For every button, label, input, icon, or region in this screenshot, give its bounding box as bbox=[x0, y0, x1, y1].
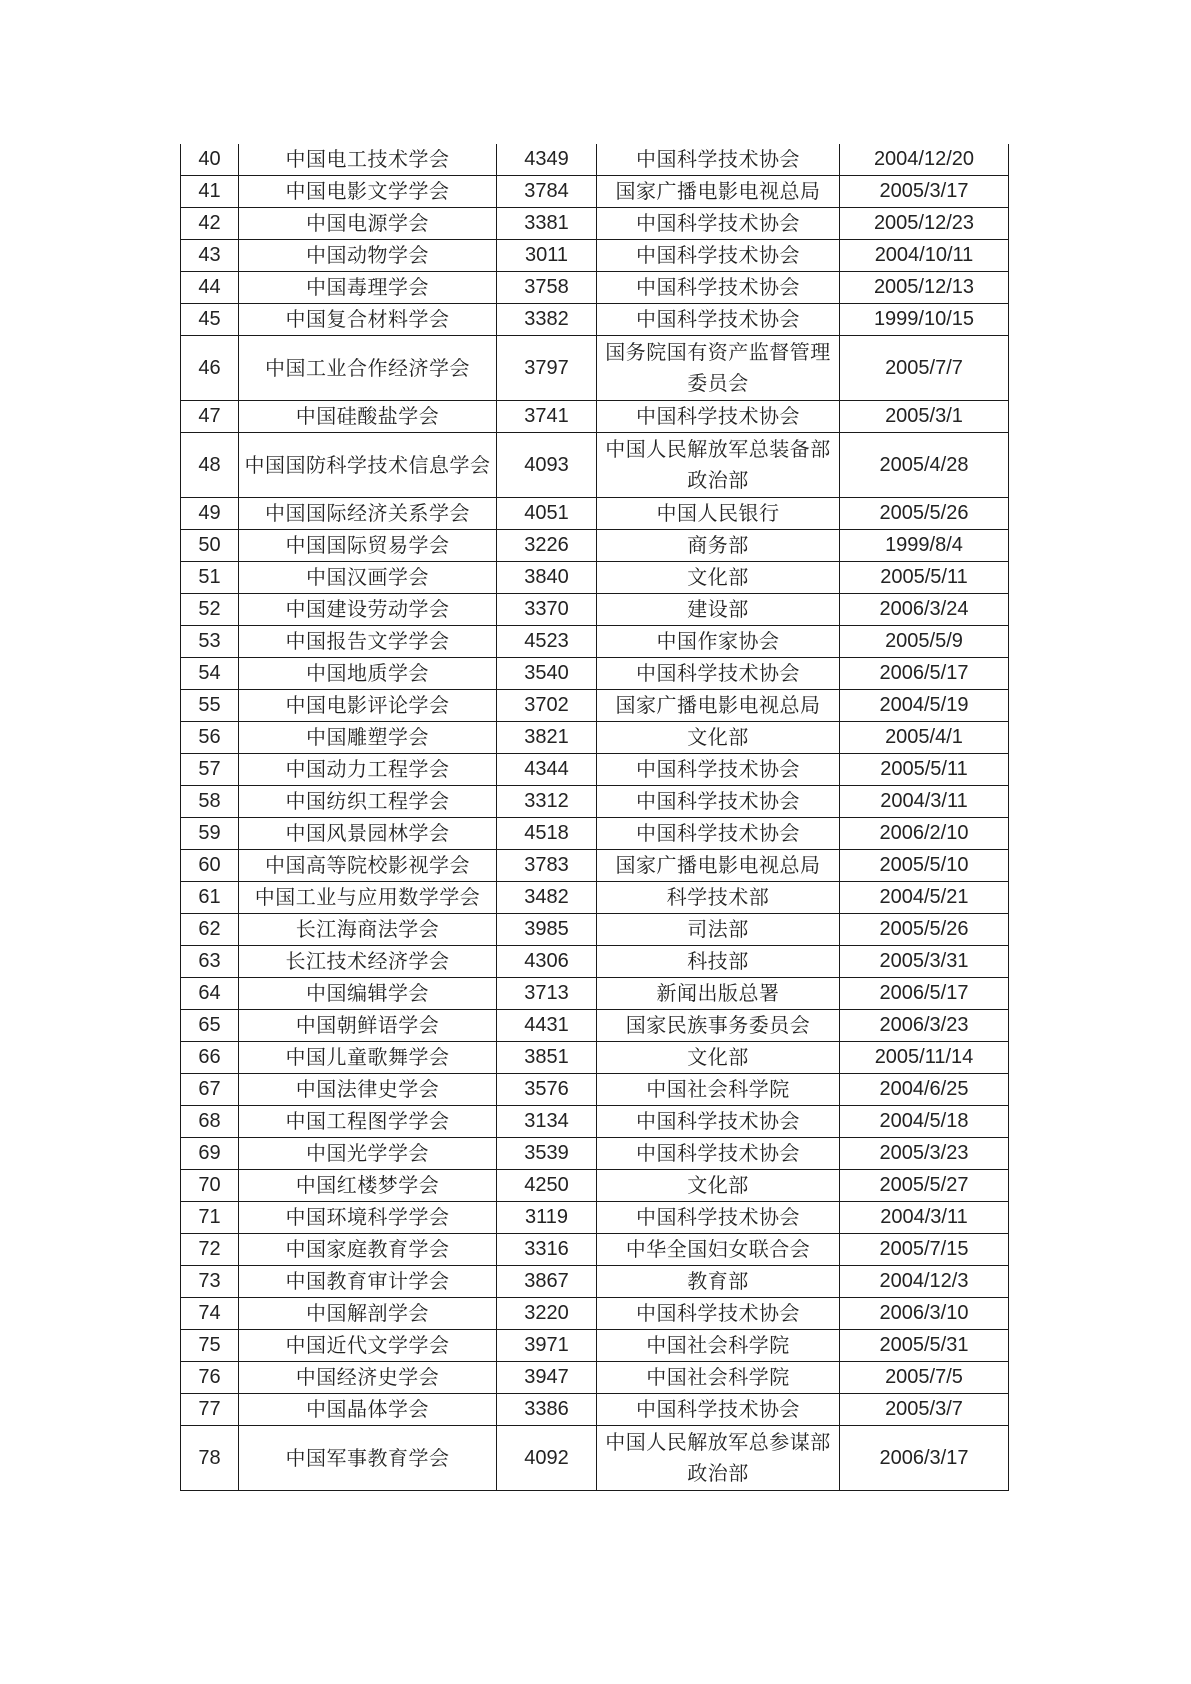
code-cell: 4518 bbox=[497, 818, 597, 850]
row-number-cell: 47 bbox=[181, 401, 239, 433]
row-number-cell: 58 bbox=[181, 786, 239, 818]
society-name-cell: 中国报告文学学会 bbox=[239, 626, 497, 658]
supervising-unit-cell: 国务院国有资产监督管理委员会 bbox=[597, 336, 840, 401]
code-cell: 4093 bbox=[497, 433, 597, 498]
row-number-cell: 63 bbox=[181, 946, 239, 978]
table-row bbox=[181, 336, 1009, 401]
row-number-cell: 67 bbox=[181, 1074, 239, 1106]
society-name-cell: 中国朝鲜语学会 bbox=[239, 1010, 497, 1042]
row-number-cell: 43 bbox=[181, 240, 239, 272]
supervising-unit-cell: 科学技术部 bbox=[597, 882, 840, 914]
society-name-cell: 中国国防科学技术信息学会 bbox=[239, 433, 497, 498]
row-number-cell: 46 bbox=[181, 336, 239, 401]
table-row bbox=[181, 850, 1009, 882]
row-number-cell: 57 bbox=[181, 754, 239, 786]
date-cell: 2005/7/7 bbox=[840, 336, 1009, 401]
supervising-unit-cell: 文化部 bbox=[597, 562, 840, 594]
code-cell: 4306 bbox=[497, 946, 597, 978]
supervising-unit-cell: 中华全国妇女联合会 bbox=[597, 1234, 840, 1266]
table-row bbox=[181, 240, 1009, 272]
supervising-unit-cell: 中国科学技术协会 bbox=[597, 1394, 840, 1426]
date-cell: 2005/7/15 bbox=[840, 1234, 1009, 1266]
table-row bbox=[181, 594, 1009, 626]
code-cell: 3540 bbox=[497, 658, 597, 690]
society-name-cell: 中国电影文学学会 bbox=[239, 176, 497, 208]
row-number-cell: 59 bbox=[181, 818, 239, 850]
code-cell: 3539 bbox=[497, 1138, 597, 1170]
row-number-cell: 76 bbox=[181, 1362, 239, 1394]
society-name-cell: 中国纺织工程学会 bbox=[239, 786, 497, 818]
table-row bbox=[181, 1170, 1009, 1202]
table-row bbox=[181, 498, 1009, 530]
row-number-cell: 54 bbox=[181, 658, 239, 690]
society-name-cell: 中国儿童歌舞学会 bbox=[239, 1042, 497, 1074]
date-cell: 2004/3/11 bbox=[840, 786, 1009, 818]
date-cell: 2005/5/27 bbox=[840, 1170, 1009, 1202]
supervising-unit-cell: 中国社会科学院 bbox=[597, 1074, 840, 1106]
date-cell: 2004/6/25 bbox=[840, 1074, 1009, 1106]
row-number-cell: 48 bbox=[181, 433, 239, 498]
date-cell: 2005/3/17 bbox=[840, 176, 1009, 208]
code-cell: 3985 bbox=[497, 914, 597, 946]
date-cell: 2005/4/1 bbox=[840, 722, 1009, 754]
row-number-cell: 73 bbox=[181, 1266, 239, 1298]
society-name-cell: 中国雕塑学会 bbox=[239, 722, 497, 754]
row-number-cell: 55 bbox=[181, 690, 239, 722]
table-row bbox=[181, 401, 1009, 433]
supervising-unit-cell: 中国科学技术协会 bbox=[597, 144, 840, 176]
code-cell: 3797 bbox=[497, 336, 597, 401]
table-row bbox=[181, 658, 1009, 690]
table-row bbox=[181, 272, 1009, 304]
table-row bbox=[181, 433, 1009, 498]
table-row bbox=[181, 690, 1009, 722]
date-cell: 2005/5/11 bbox=[840, 754, 1009, 786]
date-cell: 2004/12/20 bbox=[840, 144, 1009, 176]
row-number-cell: 44 bbox=[181, 272, 239, 304]
table-row bbox=[181, 1362, 1009, 1394]
code-cell: 3386 bbox=[497, 1394, 597, 1426]
row-number-cell: 61 bbox=[181, 882, 239, 914]
society-name-cell: 中国家庭教育学会 bbox=[239, 1234, 497, 1266]
code-cell: 3741 bbox=[497, 401, 597, 433]
row-number-cell: 65 bbox=[181, 1010, 239, 1042]
society-name-cell: 中国法律史学会 bbox=[239, 1074, 497, 1106]
supervising-unit-cell: 国家广播电影电视总局 bbox=[597, 690, 840, 722]
table-row bbox=[181, 144, 1009, 176]
supervising-unit-cell: 中国社会科学院 bbox=[597, 1362, 840, 1394]
row-number-cell: 66 bbox=[181, 1042, 239, 1074]
code-cell: 4523 bbox=[497, 626, 597, 658]
row-number-cell: 77 bbox=[181, 1394, 239, 1426]
code-cell: 3312 bbox=[497, 786, 597, 818]
code-cell: 3370 bbox=[497, 594, 597, 626]
row-number-cell: 69 bbox=[181, 1138, 239, 1170]
supervising-unit-cell: 国家广播电影电视总局 bbox=[597, 850, 840, 882]
table-row bbox=[181, 176, 1009, 208]
row-number-cell: 40 bbox=[181, 144, 239, 176]
supervising-unit-cell: 中国科学技术协会 bbox=[597, 786, 840, 818]
table-row bbox=[181, 882, 1009, 914]
table-row bbox=[181, 786, 1009, 818]
row-number-cell: 78 bbox=[181, 1426, 239, 1491]
supervising-unit-cell: 国家广播电影电视总局 bbox=[597, 176, 840, 208]
society-name-cell: 中国动物学会 bbox=[239, 240, 497, 272]
table-row bbox=[181, 1010, 1009, 1042]
supervising-unit-cell: 文化部 bbox=[597, 722, 840, 754]
code-cell: 3011 bbox=[497, 240, 597, 272]
date-cell: 2005/5/10 bbox=[840, 850, 1009, 882]
supervising-unit-cell: 文化部 bbox=[597, 1042, 840, 1074]
table-row bbox=[181, 626, 1009, 658]
table-row bbox=[181, 1138, 1009, 1170]
supervising-unit-cell: 中国科学技术协会 bbox=[597, 240, 840, 272]
table-row bbox=[181, 1106, 1009, 1138]
date-cell: 2005/5/26 bbox=[840, 498, 1009, 530]
row-number-cell: 71 bbox=[181, 1202, 239, 1234]
society-name-cell: 中国毒理学会 bbox=[239, 272, 497, 304]
society-name-cell: 中国国际经济关系学会 bbox=[239, 498, 497, 530]
date-cell: 2005/3/23 bbox=[840, 1138, 1009, 1170]
supervising-unit-cell: 中国人民解放军总装备部政治部 bbox=[597, 433, 840, 498]
society-name-cell: 中国国际贸易学会 bbox=[239, 530, 497, 562]
date-cell: 2006/3/17 bbox=[840, 1426, 1009, 1491]
code-cell: 3851 bbox=[497, 1042, 597, 1074]
row-number-cell: 56 bbox=[181, 722, 239, 754]
date-cell: 2005/12/13 bbox=[840, 272, 1009, 304]
supervising-unit-cell: 科技部 bbox=[597, 946, 840, 978]
supervising-unit-cell: 建设部 bbox=[597, 594, 840, 626]
society-name-cell: 中国近代文学学会 bbox=[239, 1330, 497, 1362]
row-number-cell: 70 bbox=[181, 1170, 239, 1202]
code-cell: 3382 bbox=[497, 304, 597, 336]
date-cell: 2005/5/9 bbox=[840, 626, 1009, 658]
supervising-unit-cell: 中国人民解放军总参谋部政治部 bbox=[597, 1426, 840, 1491]
code-cell: 3576 bbox=[497, 1074, 597, 1106]
table-row bbox=[181, 1234, 1009, 1266]
code-cell: 4349 bbox=[497, 144, 597, 176]
society-name-cell: 长江海商法学会 bbox=[239, 914, 497, 946]
supervising-unit-cell: 文化部 bbox=[597, 1170, 840, 1202]
society-name-cell: 中国军事教育学会 bbox=[239, 1426, 497, 1491]
society-name-cell: 中国晶体学会 bbox=[239, 1394, 497, 1426]
organizations-table bbox=[180, 144, 1009, 1491]
date-cell: 2005/3/7 bbox=[840, 1394, 1009, 1426]
supervising-unit-cell: 中国科学技术协会 bbox=[597, 401, 840, 433]
date-cell: 1999/8/4 bbox=[840, 530, 1009, 562]
society-name-cell: 中国环境科学学会 bbox=[239, 1202, 497, 1234]
code-cell: 3134 bbox=[497, 1106, 597, 1138]
date-cell: 2005/4/28 bbox=[840, 433, 1009, 498]
supervising-unit-cell: 国家民族事务委员会 bbox=[597, 1010, 840, 1042]
table-row bbox=[181, 1042, 1009, 1074]
table-row bbox=[181, 754, 1009, 786]
society-name-cell: 中国电工技术学会 bbox=[239, 144, 497, 176]
supervising-unit-cell: 新闻出版总署 bbox=[597, 978, 840, 1010]
society-name-cell: 中国编辑学会 bbox=[239, 978, 497, 1010]
society-name-cell: 中国光学学会 bbox=[239, 1138, 497, 1170]
row-number-cell: 50 bbox=[181, 530, 239, 562]
code-cell: 3758 bbox=[497, 272, 597, 304]
date-cell: 2005/3/31 bbox=[840, 946, 1009, 978]
supervising-unit-cell: 中国科学技术协会 bbox=[597, 1106, 840, 1138]
society-name-cell: 中国风景园林学会 bbox=[239, 818, 497, 850]
date-cell: 2004/5/19 bbox=[840, 690, 1009, 722]
date-cell: 2006/3/23 bbox=[840, 1010, 1009, 1042]
code-cell: 3316 bbox=[497, 1234, 597, 1266]
date-cell: 2006/5/17 bbox=[840, 658, 1009, 690]
row-number-cell: 53 bbox=[181, 626, 239, 658]
society-name-cell: 中国解剖学会 bbox=[239, 1298, 497, 1330]
society-name-cell: 中国红楼梦学会 bbox=[239, 1170, 497, 1202]
date-cell: 2005/3/1 bbox=[840, 401, 1009, 433]
row-number-cell: 64 bbox=[181, 978, 239, 1010]
table-row bbox=[181, 914, 1009, 946]
date-cell: 2005/11/14 bbox=[840, 1042, 1009, 1074]
table-row bbox=[181, 562, 1009, 594]
society-name-cell: 中国教育审计学会 bbox=[239, 1266, 497, 1298]
table-row bbox=[181, 1202, 1009, 1234]
supervising-unit-cell: 中国人民银行 bbox=[597, 498, 840, 530]
date-cell: 1999/10/15 bbox=[840, 304, 1009, 336]
date-cell: 2005/5/11 bbox=[840, 562, 1009, 594]
row-number-cell: 49 bbox=[181, 498, 239, 530]
society-name-cell: 长江技术经济学会 bbox=[239, 946, 497, 978]
table-row bbox=[181, 1298, 1009, 1330]
code-cell: 3381 bbox=[497, 208, 597, 240]
supervising-unit-cell: 中国作家协会 bbox=[597, 626, 840, 658]
code-cell: 3713 bbox=[497, 978, 597, 1010]
society-name-cell: 中国电影评论学会 bbox=[239, 690, 497, 722]
code-cell: 3840 bbox=[497, 562, 597, 594]
date-cell: 2004/5/18 bbox=[840, 1106, 1009, 1138]
date-cell: 2006/2/10 bbox=[840, 818, 1009, 850]
table-row bbox=[181, 530, 1009, 562]
table-row bbox=[181, 1266, 1009, 1298]
row-number-cell: 52 bbox=[181, 594, 239, 626]
code-cell: 3226 bbox=[497, 530, 597, 562]
supervising-unit-cell: 中国科学技术协会 bbox=[597, 818, 840, 850]
supervising-unit-cell: 教育部 bbox=[597, 1266, 840, 1298]
code-cell: 3702 bbox=[497, 690, 597, 722]
society-name-cell: 中国经济史学会 bbox=[239, 1362, 497, 1394]
table-row bbox=[181, 1426, 1009, 1491]
code-cell: 3220 bbox=[497, 1298, 597, 1330]
supervising-unit-cell: 中国社会科学院 bbox=[597, 1330, 840, 1362]
code-cell: 3867 bbox=[497, 1266, 597, 1298]
table-row bbox=[181, 208, 1009, 240]
society-name-cell: 中国高等院校影视学会 bbox=[239, 850, 497, 882]
date-cell: 2005/5/31 bbox=[840, 1330, 1009, 1362]
society-name-cell: 中国建设劳动学会 bbox=[239, 594, 497, 626]
supervising-unit-cell: 中国科学技术协会 bbox=[597, 208, 840, 240]
date-cell: 2005/5/26 bbox=[840, 914, 1009, 946]
supervising-unit-cell: 中国科学技术协会 bbox=[597, 304, 840, 336]
code-cell: 3971 bbox=[497, 1330, 597, 1362]
table-row bbox=[181, 978, 1009, 1010]
society-name-cell: 中国动力工程学会 bbox=[239, 754, 497, 786]
row-number-cell: 60 bbox=[181, 850, 239, 882]
society-name-cell: 中国工业合作经济学会 bbox=[239, 336, 497, 401]
supervising-unit-cell: 司法部 bbox=[597, 914, 840, 946]
date-cell: 2004/3/11 bbox=[840, 1202, 1009, 1234]
date-cell: 2004/10/11 bbox=[840, 240, 1009, 272]
date-cell: 2006/5/17 bbox=[840, 978, 1009, 1010]
society-name-cell: 中国地质学会 bbox=[239, 658, 497, 690]
code-cell: 4092 bbox=[497, 1426, 597, 1491]
date-cell: 2006/3/24 bbox=[840, 594, 1009, 626]
code-cell: 3783 bbox=[497, 850, 597, 882]
code-cell: 3784 bbox=[497, 176, 597, 208]
row-number-cell: 41 bbox=[181, 176, 239, 208]
society-name-cell: 中国工业与应用数学学会 bbox=[239, 882, 497, 914]
table-row bbox=[181, 1394, 1009, 1426]
society-name-cell: 中国复合材料学会 bbox=[239, 304, 497, 336]
date-cell: 2006/3/10 bbox=[840, 1298, 1009, 1330]
society-name-cell: 中国汉画学会 bbox=[239, 562, 497, 594]
date-cell: 2005/7/5 bbox=[840, 1362, 1009, 1394]
table-row bbox=[181, 1330, 1009, 1362]
table-row bbox=[181, 818, 1009, 850]
row-number-cell: 45 bbox=[181, 304, 239, 336]
table-row bbox=[181, 1074, 1009, 1106]
code-cell: 3482 bbox=[497, 882, 597, 914]
code-cell: 4431 bbox=[497, 1010, 597, 1042]
supervising-unit-cell: 中国科学技术协会 bbox=[597, 658, 840, 690]
date-cell: 2005/12/23 bbox=[840, 208, 1009, 240]
code-cell: 4250 bbox=[497, 1170, 597, 1202]
society-name-cell: 中国硅酸盐学会 bbox=[239, 401, 497, 433]
code-cell: 4051 bbox=[497, 498, 597, 530]
society-name-cell: 中国工程图学学会 bbox=[239, 1106, 497, 1138]
row-number-cell: 51 bbox=[181, 562, 239, 594]
row-number-cell: 74 bbox=[181, 1298, 239, 1330]
table-row bbox=[181, 946, 1009, 978]
code-cell: 3821 bbox=[497, 722, 597, 754]
code-cell: 4344 bbox=[497, 754, 597, 786]
table-body bbox=[181, 144, 1009, 1491]
code-cell: 3119 bbox=[497, 1202, 597, 1234]
supervising-unit-cell: 中国科学技术协会 bbox=[597, 1138, 840, 1170]
date-cell: 2004/12/3 bbox=[840, 1266, 1009, 1298]
row-number-cell: 62 bbox=[181, 914, 239, 946]
supervising-unit-cell: 中国科学技术协会 bbox=[597, 272, 840, 304]
supervising-unit-cell: 商务部 bbox=[597, 530, 840, 562]
table-row bbox=[181, 304, 1009, 336]
row-number-cell: 75 bbox=[181, 1330, 239, 1362]
date-cell: 2004/5/21 bbox=[840, 882, 1009, 914]
supervising-unit-cell: 中国科学技术协会 bbox=[597, 1202, 840, 1234]
row-number-cell: 42 bbox=[181, 208, 239, 240]
row-number-cell: 68 bbox=[181, 1106, 239, 1138]
supervising-unit-cell: 中国科学技术协会 bbox=[597, 754, 840, 786]
society-name-cell: 中国电源学会 bbox=[239, 208, 497, 240]
table-row bbox=[181, 722, 1009, 754]
code-cell: 3947 bbox=[497, 1362, 597, 1394]
supervising-unit-cell: 中国科学技术协会 bbox=[597, 1298, 840, 1330]
row-number-cell: 72 bbox=[181, 1234, 239, 1266]
